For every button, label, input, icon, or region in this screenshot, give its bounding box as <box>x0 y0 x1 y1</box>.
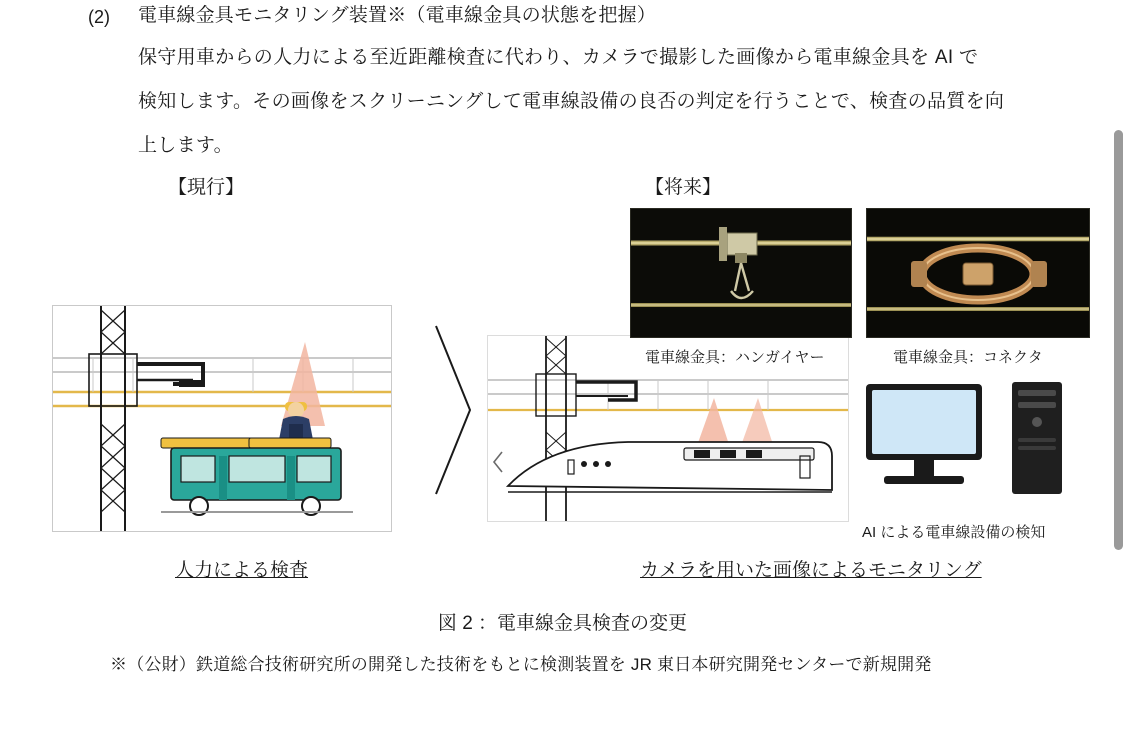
section-number: (2) <box>88 7 110 27</box>
photo-connector <box>866 208 1090 338</box>
scrollbar-track[interactable] <box>1111 0 1125 748</box>
body-line-2: 検知します。その画像をスクリーニングして電車線設備の良否の判定を行うことで、検査の品質を向 <box>138 91 1005 112</box>
footnote-text: ※（公財）鉄道総合技術研究所の開発した技術をもとに検測装置を JR 東日本研究開発センターで新規開発 <box>110 655 932 674</box>
photo-hanger-wire <box>630 208 852 338</box>
caption-future-monitoring: カメラを用いた画像によるモニタリング <box>640 560 982 581</box>
maintenance-vehicle <box>161 438 353 515</box>
caption-ai-detection: AI による電車線設備の検知 <box>862 524 1046 541</box>
current-inspection-svg <box>53 306 391 531</box>
ai-detection-devices <box>866 382 1076 512</box>
label-future-method: 【将来】 <box>645 177 722 198</box>
figure-caption: 図 2 ：電車線金具検査の変更 <box>437 613 688 634</box>
scrollbar-thumb[interactable] <box>1114 130 1123 550</box>
body-line-1: 保守用車からの人力による至近距離検査に代わり、カメラで撮影した画像から電車線金具を AI で <box>138 47 979 68</box>
section-title: 電車線金具モニタリング装置※（電車線金具の状態を把握） <box>138 5 657 26</box>
caption-current-inspection: 人力による検査 <box>175 560 309 581</box>
caption-photo-hanger: 電車線金具：ハンガイヤー <box>645 349 825 366</box>
train-figure <box>508 442 832 492</box>
label-current-method: 【現行】 <box>168 177 245 198</box>
transition-arrow-icon <box>432 320 474 500</box>
body-line-3: 上します。 <box>138 135 233 156</box>
illustration-current-inspection <box>52 305 392 532</box>
caption-photo-connector: 電車線金具：コネクタ <box>893 349 1043 366</box>
